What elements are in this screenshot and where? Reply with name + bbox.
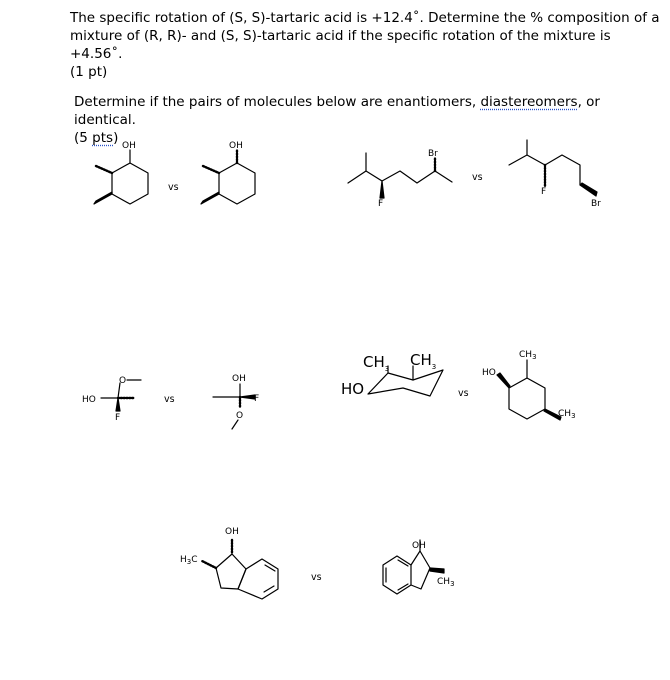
pair3-left-o-label: O bbox=[119, 376, 127, 386]
vs-label-4: vs bbox=[458, 388, 469, 399]
pair2-right-br-label: Br bbox=[591, 199, 601, 209]
vs-label-1: vs bbox=[168, 182, 179, 193]
pair3-right-oh-label: OH bbox=[232, 374, 246, 384]
pair3-left-ho-label: HO bbox=[82, 395, 96, 405]
molecule-pair2-left bbox=[348, 153, 452, 198]
molecule-pair1-right bbox=[201, 150, 255, 204]
molecule-pair4-right bbox=[497, 360, 561, 420]
pair3-left-f-label: F bbox=[115, 413, 121, 423]
pair1-right-oh-label: OH bbox=[229, 141, 243, 151]
pair3-right-f-label: F bbox=[254, 394, 260, 404]
question-1-line-1: The specific rotation of (S, S)-tartaric acid is +12.4˚. Determine the % composition of a bbox=[70, 10, 660, 26]
pair5-right-ch3-label: $CH_3$ bbox=[437, 577, 455, 588]
pair3-right-o-label: O bbox=[236, 411, 244, 421]
pair5-left-oh-label: OH bbox=[225, 527, 239, 537]
question-2-line-2: (5 pts) bbox=[74, 130, 119, 146]
vs-label-2: vs bbox=[472, 172, 483, 183]
question-1-line-3: (1 pt) bbox=[70, 64, 108, 80]
pair2-right-f-label: F bbox=[541, 187, 547, 197]
molecule-pair3-right bbox=[213, 384, 255, 429]
spellcheck-word-diastereomers: diastereomers bbox=[480, 94, 578, 110]
molecule-pair1-left bbox=[94, 150, 148, 204]
vs-label-5: vs bbox=[311, 572, 322, 583]
pair4-right-ch3-top-label: $CH_3$ bbox=[519, 350, 537, 361]
pair4-left-ch3-label-b: $CH_3$ bbox=[410, 351, 437, 371]
pair2-left-f-label: F bbox=[378, 199, 384, 209]
question-2-line-1: Determine if the pairs of molecules below are enantiomers, diastereomers, or identical. bbox=[74, 94, 600, 128]
molecule-pair2-right bbox=[509, 140, 597, 196]
pair2-left-br-label: Br bbox=[428, 149, 438, 159]
spellcheck-word-pts: pts bbox=[92, 130, 114, 146]
pair5-left-h3c-label: $H_3C$ bbox=[180, 555, 198, 566]
pair4-right-ch3-label: $CH_3$ bbox=[558, 409, 576, 420]
vs-label-3: vs bbox=[164, 394, 175, 405]
pair4-right-ho-label: HO bbox=[482, 368, 496, 378]
pair4-left-ch3-label-a: $CH_3$ bbox=[363, 353, 390, 373]
pair1-left-oh-label: OH bbox=[122, 141, 136, 151]
question-1-line-2: mixture of (R, R)- and (S, S)-tartaric acid if the specific rotation of the mixture is +4.56˚. bbox=[70, 28, 611, 62]
pair5-right-oh-label: OH bbox=[412, 541, 426, 551]
molecule-pair5-left bbox=[202, 540, 278, 599]
pair4-left-ho-label: HO bbox=[341, 380, 365, 398]
